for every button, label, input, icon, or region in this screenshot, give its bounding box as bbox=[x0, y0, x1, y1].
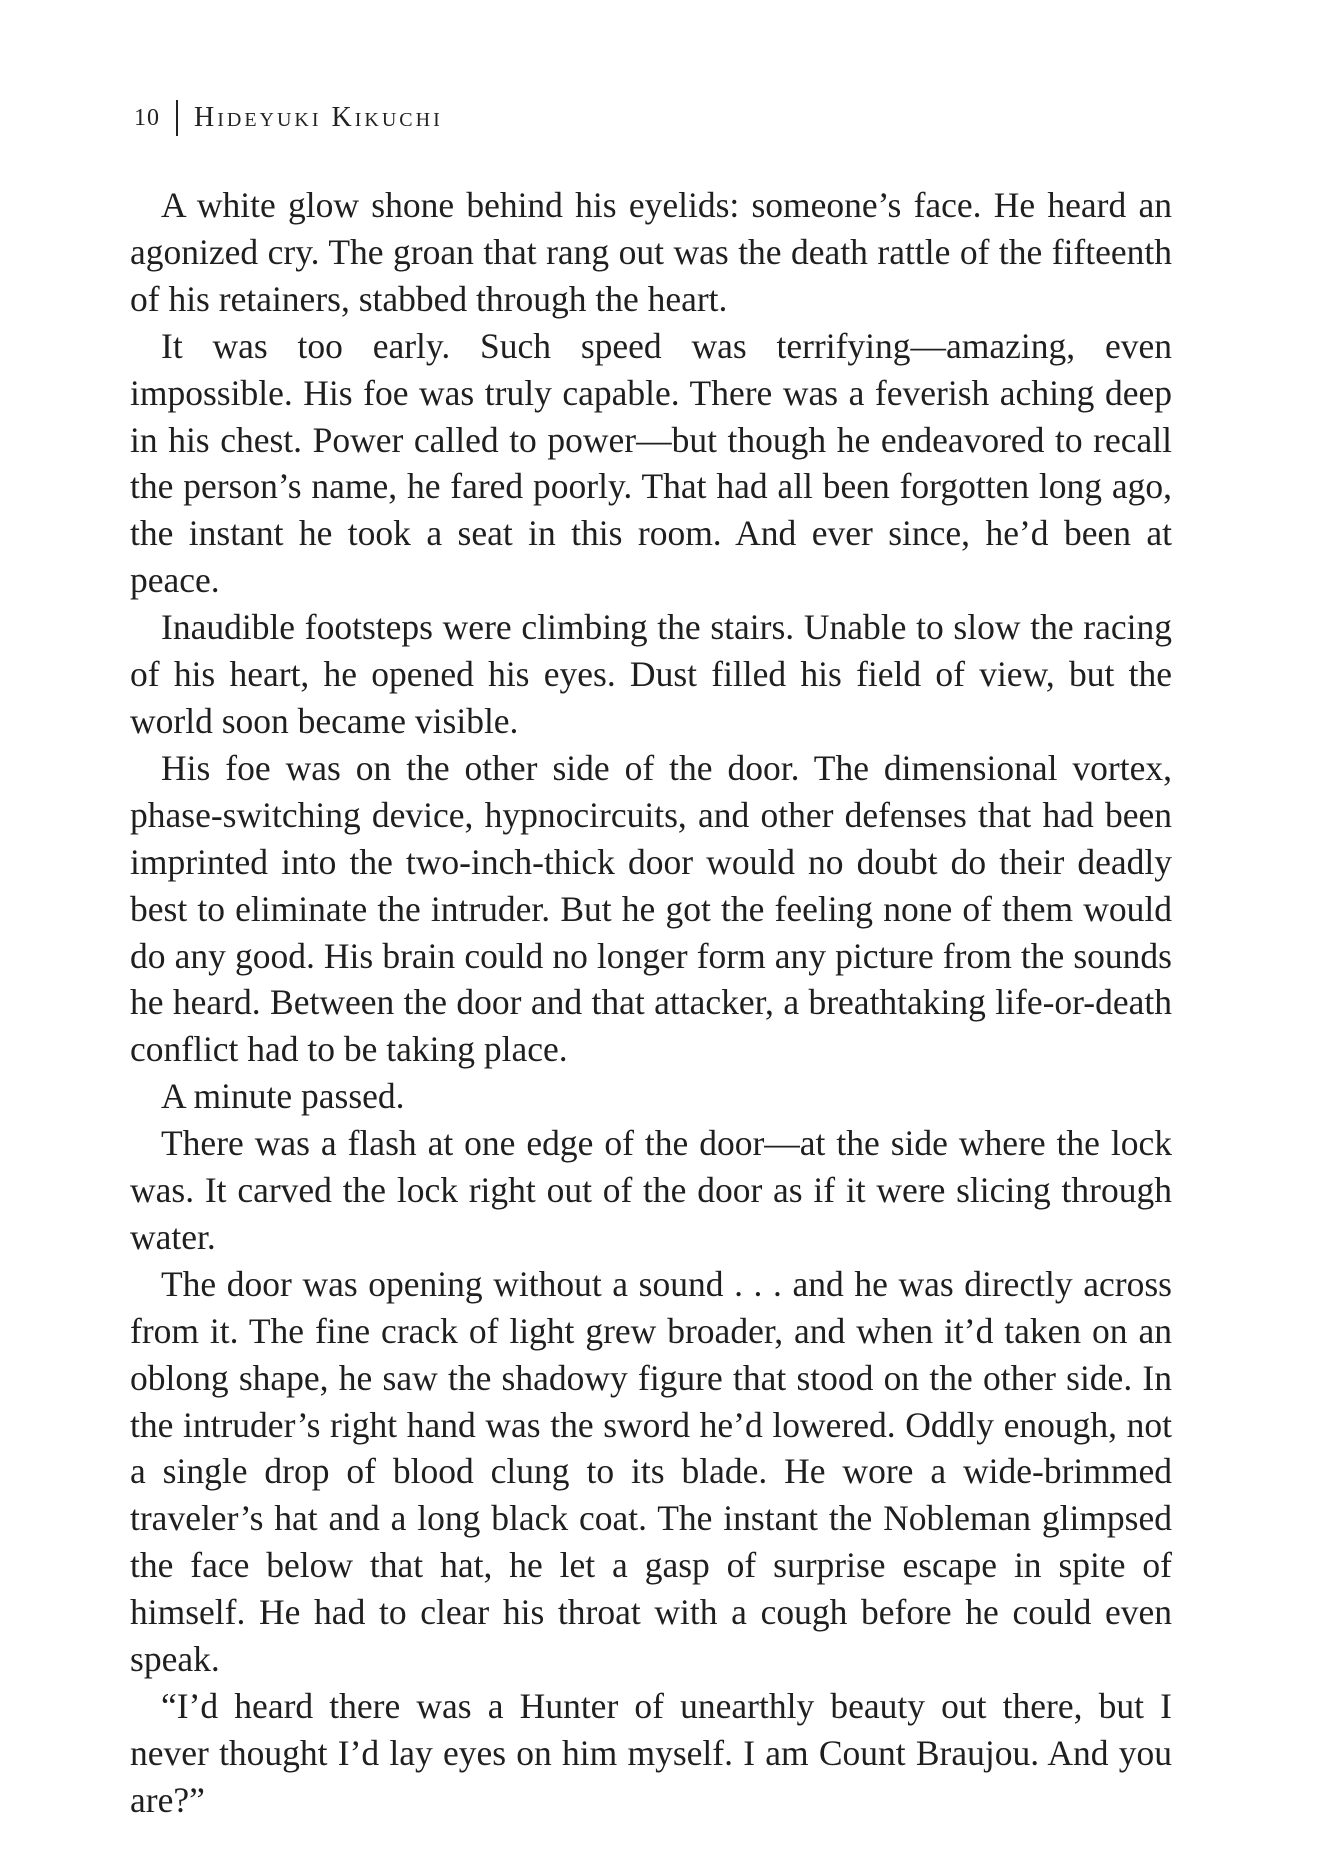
paragraph: The door was opening without a sound . . . and he was directly across from it. The fine crack of light grew broader, and when it’d taken on an oblong shape, he saw the shadowy figure that stood on the other side. In the intruder’s right hand was the sword he’d lowered. Oddly enough, not a single drop of blood clung to its blade. He wore a wide-brimmed traveler’s hat and a long black coat. The instant the Nobleman glimpsed the face below that hat, he let a gasp of surprise escape in spite of himself. He had to clear his throat with a cough before he could even speak. bbox=[130, 1263, 1172, 1680]
paragraph: It was too early. Such speed was terrifying—amazing, even impossible. His foe was truly capable. There was a feverish aching deep in his chest. Power called to power—but though he endeavored to recall the person’s name, he fared poorly. That had all been forgotten long ago, the instant he took a seat in this room. And ever since, he’d been at peace. bbox=[130, 325, 1172, 601]
paragraph: There was a flash at one edge of the door—at the side where the lock was. It carved the lock right out of the door as if it were slicing through water. bbox=[130, 1123, 1172, 1257]
header-divider bbox=[176, 100, 178, 136]
paragraph: “I’d heard there was a Hunter of unearthly beauty out there, but I never thought I’d lay eyes on him myself. I am Count Braujou. And you are?” bbox=[130, 1686, 1172, 1820]
running-header bbox=[134, 98, 443, 138]
page-number: 10 bbox=[134, 104, 160, 131]
paragraph: A minute passed. bbox=[161, 1076, 405, 1117]
paragraph: Inaudible footsteps were climbing the stairs. Unable to slow the racing of his heart, he opened his eyes. Dust filled his field of view, but the world soon became visible. bbox=[130, 607, 1172, 741]
paragraph: A white glow shone behind his eyelids: someone’s face. He heard an agonized cry. The groan that rang out was the death rattle of the fifteenth of his retainers, stabbed through the heart. bbox=[130, 185, 1172, 319]
body-text bbox=[130, 182, 1172, 1824]
paragraph: His foe was on the other side of the door. The dimensional vortex, phase-switching device, hypnocircuits, and other defenses that had been imprinted into the two-inch-thick door would no doubt do their deadly best to eliminate the intruder. But he got the feeling none of them would do any good. His brain could no longer form any picture from the sounds he heard. Between the door and that attacker, a breathtaking life-or-death conflict had to be taking place. bbox=[130, 747, 1172, 1070]
author-name: Hideyuki Kikuchi bbox=[194, 102, 443, 133]
